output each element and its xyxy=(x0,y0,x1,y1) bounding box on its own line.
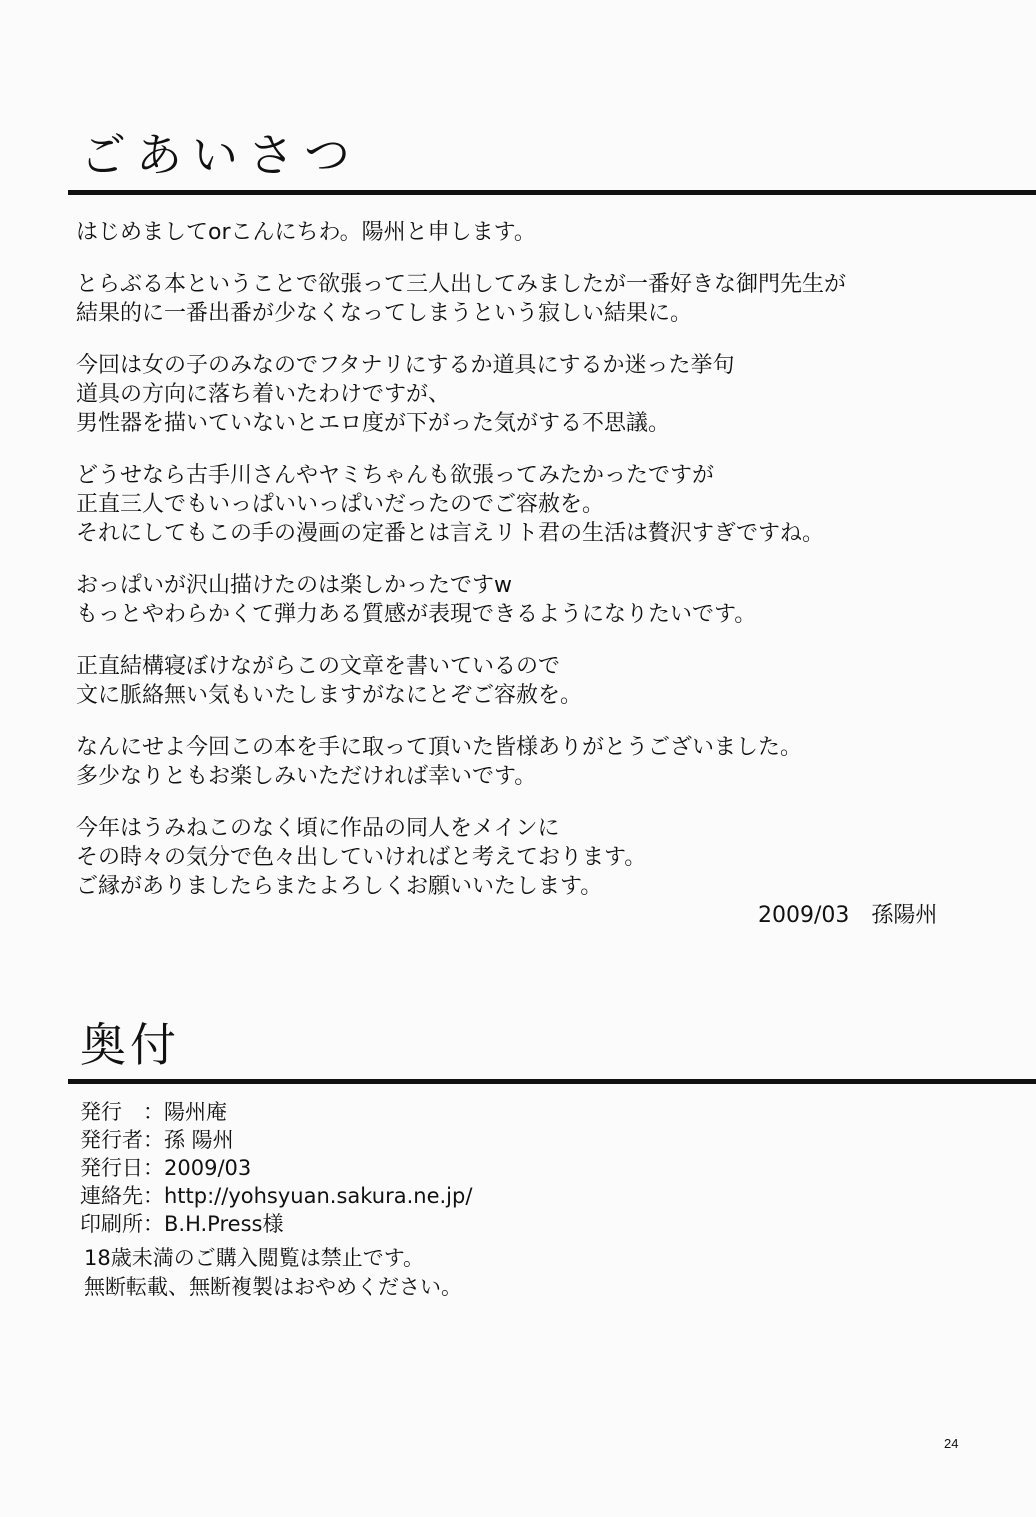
text-line: 結果的に一番出番が少なくなってしまうという寂しい結果に。 xyxy=(76,301,693,326)
text-line: なんにせよ今回この本を手に取って頂いた皆様ありがとうございました。 xyxy=(76,735,803,760)
heading-underline xyxy=(68,1079,1036,1084)
greeting-heading: ごあいさつ xyxy=(80,128,360,182)
text-line: もっとやわらかくて弾力ある質感が表現できるようになりたいです。 xyxy=(76,602,757,627)
contact-row: 連絡先：http://yohsyuan.sakura.ne.jp/ xyxy=(80,1184,473,1208)
greeting-body xyxy=(76,218,986,924)
text-line: おっぱいが沢山描けたのは楽しかったですw xyxy=(76,573,512,598)
text-line: 今年はうみねこのなく頃に作品の同人をメインに xyxy=(76,816,560,841)
publisher-row: 発行 ：陽州庵 xyxy=(80,1100,227,1124)
paragraph xyxy=(76,218,986,247)
text-line: 男性器を描いていないとエロ度が下がった気がする不思議。 xyxy=(76,411,671,436)
publisher-person-row: 発行者：孫 陽州 xyxy=(80,1128,234,1152)
age-restriction-notice: 18歳未満のご購入閲覧は禁止です。 xyxy=(84,1246,425,1270)
colophon-details xyxy=(80,1098,472,1238)
paragraph xyxy=(76,571,986,629)
text-line: 多少なりともお楽しみいただければ幸いです。 xyxy=(76,764,537,789)
text-line: どうせなら古手川さんやヤミちゃんも欲張ってみたかったですが xyxy=(76,463,715,488)
paragraph xyxy=(76,652,986,710)
text-line: ご縁がありましたらまたよろしくお願いいたします。 xyxy=(76,874,603,899)
publish-date-row: 発行日：2009/03 xyxy=(80,1156,252,1180)
heading-underline xyxy=(68,190,1036,195)
text-line: それにしてもこの手の漫画の定番とは言えリト君の生活は贅沢すぎですね。 xyxy=(76,521,825,546)
page-number: 24 xyxy=(944,1436,959,1451)
paragraph xyxy=(76,733,986,791)
paragraph xyxy=(76,461,986,548)
signature-date-author: 2009/03 孫陽州 xyxy=(758,903,938,928)
text-line: 今回は女の子のみなのでフタナリにするか道具にするか迷った挙句 xyxy=(76,353,735,378)
text-line: 道具の方向に落ち着いたわけですが、 xyxy=(76,382,451,407)
text-line: とらぶる本ということで欲張って三人出してみましたが一番好きな御門先生が xyxy=(76,272,847,297)
colophon-heading: 奥付 xyxy=(80,1018,180,1072)
paragraph xyxy=(76,351,986,438)
text-line: その時々の気分で色々出していければと考えております。 xyxy=(76,845,647,870)
text-line: 正直結構寝ぼけながらこの文章を書いているので xyxy=(76,654,561,679)
legal-notice xyxy=(84,1244,462,1302)
text-line: 正直三人でもいっぱいいっぱいだったのでご容赦を。 xyxy=(76,492,605,517)
text-line: 文に脈絡無い気もいたしますがなにとぞご容赦を。 xyxy=(76,683,583,708)
text-line: はじめましてorこんにちわ。陽州と申します。 xyxy=(76,220,536,245)
paragraph xyxy=(76,270,986,328)
copyright-notice: 無断転載、無断複製はおやめください。 xyxy=(84,1275,462,1299)
paragraph xyxy=(76,814,986,901)
printer-row: 印刷所：B.H.Press様 xyxy=(80,1212,284,1236)
